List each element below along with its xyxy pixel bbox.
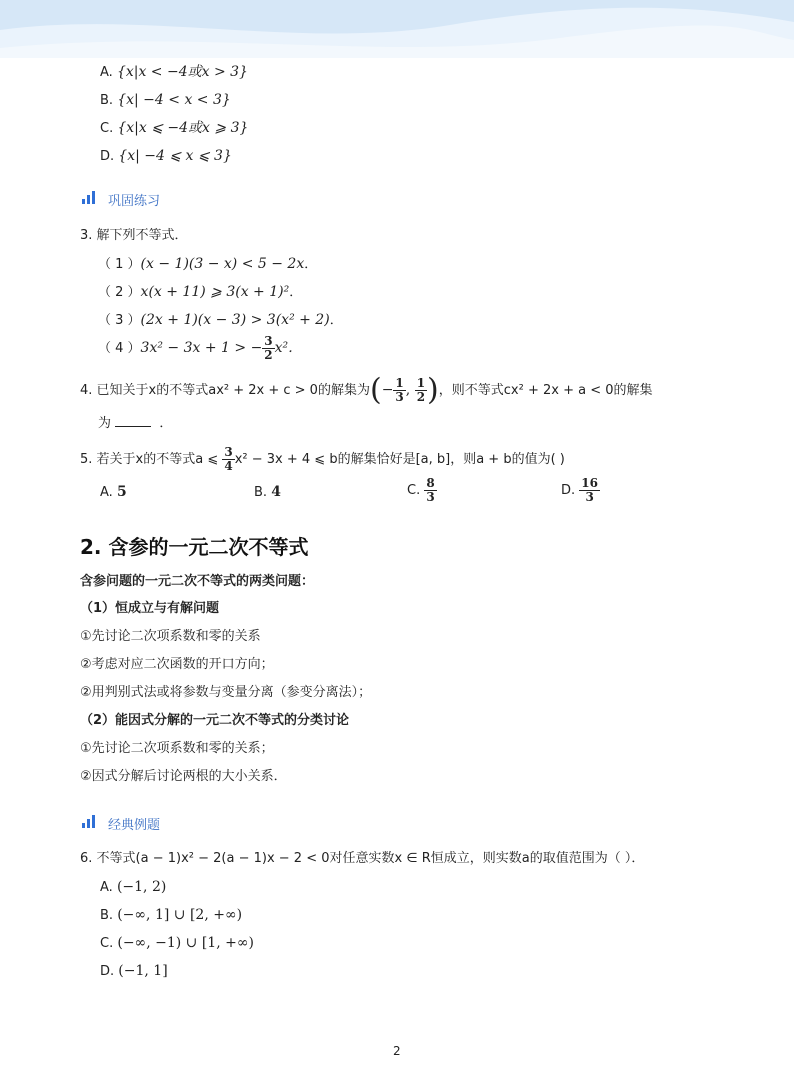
fraction: $\frac{1}{3}$ bbox=[395, 376, 404, 404]
q3-item-3: （ 3 ）(2x + 1)(x − 3) > 3(x² + 2)． bbox=[98, 312, 343, 328]
q3-item-2: （ 2 ）x(x + 11) ⩾ 3(x + 1)²． bbox=[98, 284, 303, 300]
fraction: $\frac{8}{3}$ bbox=[426, 476, 435, 504]
page-number: 2 bbox=[393, 1044, 401, 1058]
q2-option-b: B. {x| −4 < x < 3} bbox=[100, 92, 231, 108]
notes-subheading-2: （2）能因式分解的一元二次不等式的分类讨论 bbox=[80, 713, 350, 728]
section-title-practice: 巩固练习 bbox=[108, 194, 161, 209]
notes-line: ②因式分解后讨论两根的大小关系． bbox=[80, 769, 287, 784]
q5-option-d: D. $\frac{16}{3}$ bbox=[561, 476, 598, 504]
answer-blank bbox=[115, 414, 151, 427]
notes-intro: 含参问题的一元二次不等式的两类问题： bbox=[80, 574, 315, 589]
q5-stem: 5. 若关于x的不等式a ⩽ $\frac{3}{4}$ x² − 3x + 4 ⩽ b的解集恰好是[a, b]，则a + b的值为( ) bbox=[80, 445, 565, 473]
q6-stem: 6. 不等式(a − 1)x² − 2(a − 1)x − 2 < 0对任意实数x ∈ R恒成立，则实数a的取值范围为（ ）． bbox=[80, 851, 645, 866]
q6-option-a: A. (−1, 2) bbox=[100, 879, 167, 895]
q4-line-2: 为 ． bbox=[98, 416, 173, 431]
q3-item-4: （ 4 ）3x² − 3x + 1 > − $\frac{3}{2}$ x²． bbox=[98, 334, 303, 362]
wave-decoration bbox=[0, 0, 794, 58]
fraction: $\frac{1}{2}$ bbox=[416, 376, 426, 404]
q5-option-a: A. 5 bbox=[100, 484, 127, 500]
q5-option-c: C. $\frac{8}{3}$ bbox=[407, 476, 435, 504]
q6-option-c: C. (−∞, −1) ∪ [1, +∞) bbox=[100, 935, 254, 951]
notes-line: ②考虑对应二次函数的开口方向； bbox=[80, 657, 274, 672]
q2-option-d: D. {x| −4 ⩽ x ⩽ 3} bbox=[100, 148, 232, 164]
notes-subheading-1: （1）恒成立与有解问题 bbox=[80, 601, 220, 616]
fraction: $\frac{3}{2}$ bbox=[264, 334, 273, 362]
q6-option-d: D. (−1, 1] bbox=[100, 963, 168, 979]
section-title-examples: 经典例题 bbox=[108, 818, 161, 833]
q5-option-b: B. 4 bbox=[254, 484, 281, 500]
q3-item-1: （ 1 ）(x − 1)(3 − x) < 5 − 2x． bbox=[98, 256, 318, 272]
section-heading: 2. 含参的一元二次不等式 bbox=[80, 535, 309, 559]
q4-line-1: 4. 已知关于x的不等式ax² + 2x + c > 0的解集为(− $\frac{1}{3}$ , $\frac{1}{2}$ )，则不等式cx² + 2x + a < 0的解集 bbox=[80, 372, 653, 408]
q3-stem: 3. 解下列不等式． bbox=[80, 228, 188, 243]
fraction: $\frac{3}{4}$ bbox=[224, 445, 233, 473]
q6-option-b: B. (−∞, 1] ∪ [2, +∞) bbox=[100, 907, 243, 923]
notes-line: ②用判别式法或将参数与变量分离（参变分离法）； bbox=[80, 685, 372, 700]
fraction: $\frac{16}{3}$ bbox=[581, 476, 598, 504]
header-banner bbox=[0, 0, 794, 58]
bar-chart-icon bbox=[82, 191, 98, 204]
q2-option-a: A. {x|x < −4或x > 3} bbox=[100, 64, 248, 80]
q2-option-c: C. {x|x ⩽ −4或x ⩾ 3} bbox=[100, 120, 249, 136]
notes-line: ①先讨论二次项系数和零的关系； bbox=[80, 741, 274, 756]
bar-chart-icon bbox=[82, 815, 98, 828]
notes-line: ①先讨论二次项系数和零的关系 bbox=[80, 629, 261, 644]
